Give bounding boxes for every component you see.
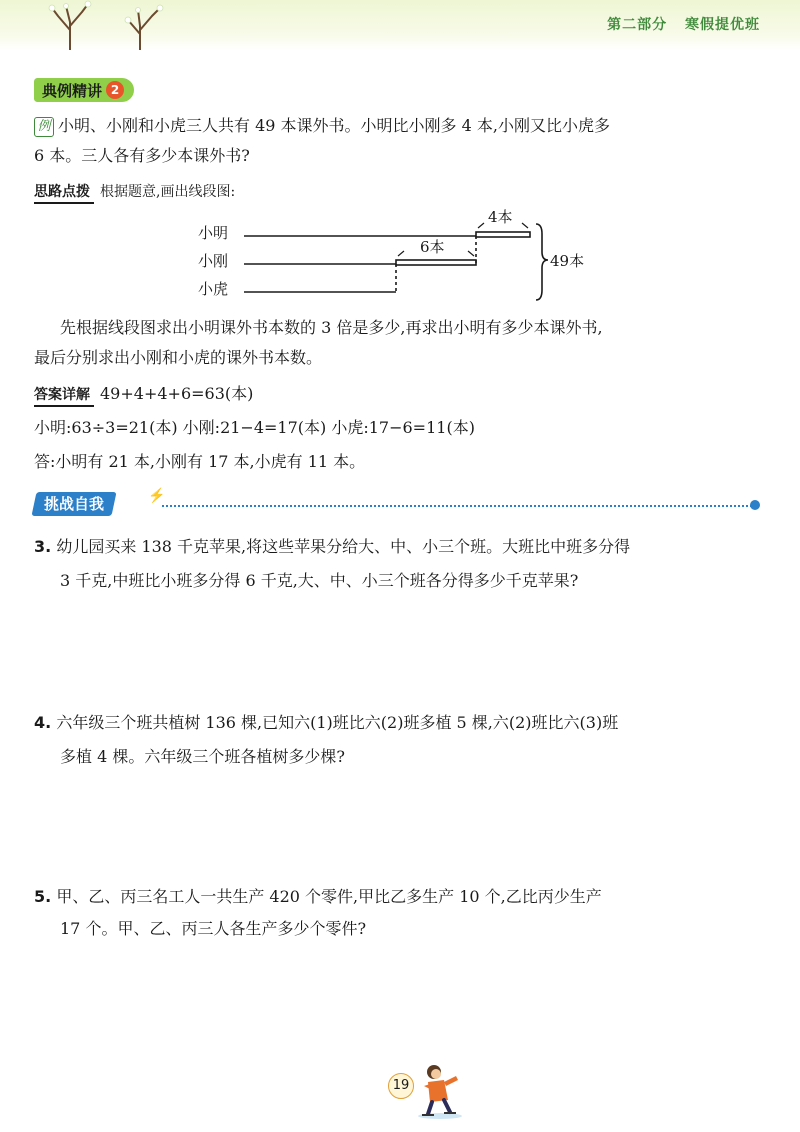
answer-line2: 小明:63÷3=21(本) 小刚:21−4=17(本) 小虎:17−6=11(本) xyxy=(34,418,475,437)
section-badge xyxy=(34,78,134,102)
problem-text-1: 小明、小刚和小虎三人共有 49 本课外书。小明比小刚多 4 本,小刚又比小虎多 xyxy=(58,116,610,135)
header-info xyxy=(595,14,760,34)
section-number: 2 xyxy=(106,81,124,99)
question-3-line2: 3 千克,中班比小班多分得 6 千克,大、中、小三个班各分得多少千克苹果? xyxy=(60,571,579,590)
explain-line2: 最后分别求出小刚和小虎的课外书本数。 xyxy=(34,348,323,367)
example-problem-line2: 6 本。三人各有多少本课外书? xyxy=(34,146,250,165)
diagram-diff-6: 6本 xyxy=(420,238,445,256)
page-number: 19 xyxy=(388,1073,414,1099)
header-banner xyxy=(0,0,800,50)
answer-label: 答案详解 xyxy=(34,385,94,407)
challenge-title: 挑战自我 xyxy=(44,495,105,513)
answer-calc: 49+4+4+6=63(本) xyxy=(100,384,254,403)
lightning-icon: ⚡ xyxy=(148,488,166,504)
question-5-line2: 17 个。甲、乙、丙三人各生产多少个零件? xyxy=(60,919,367,938)
question-number: 5. xyxy=(34,887,52,906)
question-number: 3. xyxy=(34,537,52,556)
line-segment-diagram xyxy=(180,208,620,308)
diagram-name-xiaogang: 小刚 xyxy=(198,252,229,270)
total-brace xyxy=(536,224,548,300)
hint-label: 思路点拨 xyxy=(34,182,94,204)
question-4-line1 xyxy=(34,708,618,738)
section-title: 典例精讲 xyxy=(42,81,103,100)
example-problem-line1 xyxy=(34,111,610,141)
challenge-badge xyxy=(31,492,116,516)
diagram-name-xiaoming: 小明 xyxy=(198,224,229,242)
segment-xiaogang-extra xyxy=(396,260,476,265)
hint-row xyxy=(34,177,235,207)
question-5-line1 xyxy=(34,882,602,912)
answer-line3: 答:小明有 21 本,小刚有 17 本,小虎有 11 本。 xyxy=(34,452,366,471)
header-course: 寒假提优班 xyxy=(685,17,760,33)
header-part: 第二部分 xyxy=(607,17,668,33)
answer-row xyxy=(34,379,253,409)
divider-end-dot xyxy=(750,500,760,510)
question-text: 幼儿园买来 138 千克苹果,将这些苹果分给大、中、小三个班。大班比中班多分得 xyxy=(56,537,631,556)
diagram-diff-4: 4本 xyxy=(488,208,513,226)
question-4-line2: 多植 4 棵。六年级三个班各植树多少棵? xyxy=(60,747,345,766)
example-tag: 例 xyxy=(34,117,54,137)
diagram-total: 49本 xyxy=(550,252,585,270)
hint-text: 根据题意,画出线段图: xyxy=(100,184,236,200)
explain-line1: 先根据线段图求出小明课外书本数的 3 倍是多少,再求出小明有多少本课外书, xyxy=(60,318,603,337)
segment-xiaoming-extra xyxy=(476,232,530,237)
skating-child-icon xyxy=(410,1060,470,1120)
dotted-divider xyxy=(162,505,752,507)
question-number: 4. xyxy=(34,713,52,732)
diagram-name-xiaohu: 小虎 xyxy=(198,280,229,298)
question-text: 六年级三个班共植树 136 棵,已知六(1)班比六(2)班多植 5 棵,六(2)班比六(3)班 xyxy=(56,713,619,732)
question-text: 甲、乙、丙三名工人一共生产 420 个零件,甲比乙多生产 10 个,乙比丙少生产 xyxy=(56,887,602,906)
question-3-line1 xyxy=(34,532,630,562)
tree-illustration-icon xyxy=(30,0,190,50)
